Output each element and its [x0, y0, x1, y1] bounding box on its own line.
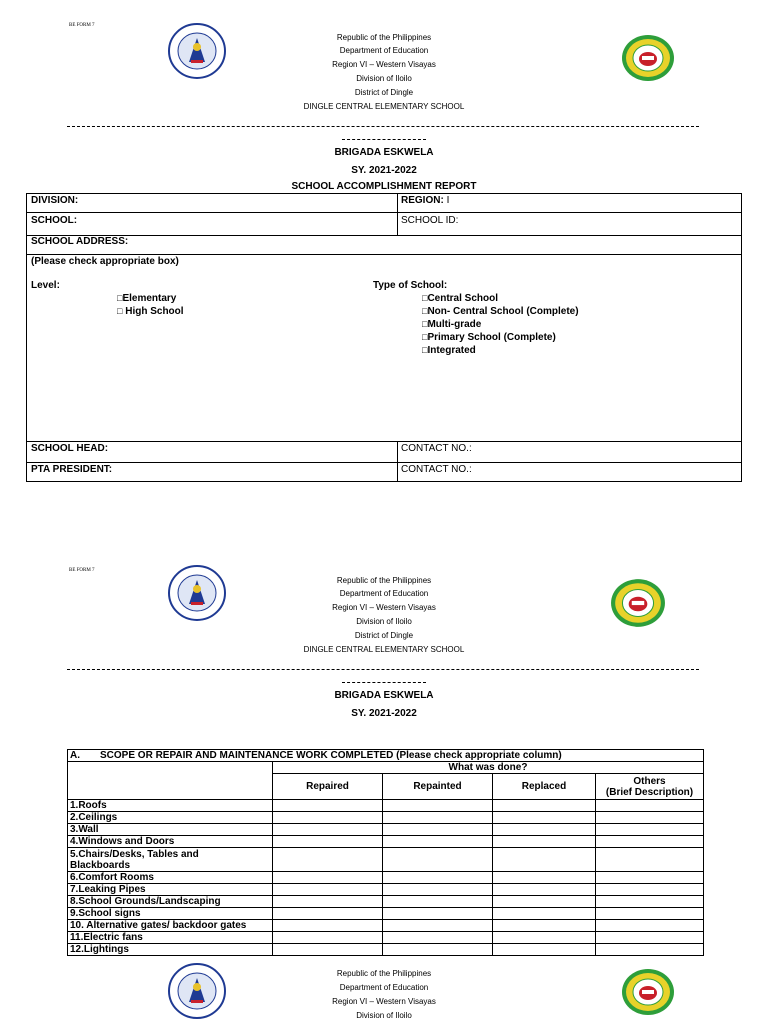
others-cell[interactable] — [596, 800, 704, 812]
table-row — [68, 896, 704, 908]
pta-president-label: PTA PRESIDENT: — [31, 464, 113, 475]
region-field[interactable] — [401, 195, 449, 206]
table-row — [68, 800, 704, 812]
table-row — [68, 824, 704, 836]
option-label: Multi-grade — [427, 319, 482, 330]
type-option-non-central[interactable] — [422, 306, 579, 317]
others-cell[interactable] — [596, 884, 704, 896]
header-line-3: Region VI – Western Visayas — [332, 603, 436, 612]
school-label: SCHOOL: — [31, 215, 78, 226]
table-row — [68, 944, 704, 956]
header-divider-short — [342, 682, 426, 683]
type-option-multi-grade[interactable] — [422, 319, 481, 330]
school-head-contact-label: CONTACT NO.: — [401, 443, 472, 454]
others-cell[interactable] — [596, 872, 704, 884]
col-others — [596, 774, 704, 800]
repainted-cell[interactable] — [383, 824, 493, 836]
repaired-cell[interactable] — [273, 944, 383, 956]
item-label: 4.Windows and Doors — [68, 836, 273, 848]
checkbox-icon: □ — [422, 293, 428, 303]
item-label: 11.Electric fans — [68, 932, 273, 944]
form-divider — [26, 235, 742, 236]
others-cell[interactable] — [596, 932, 704, 944]
page2-title: BRIGADA ESKWELA — [334, 690, 434, 701]
option-label: High School — [122, 306, 184, 317]
repainted-cell[interactable] — [383, 812, 493, 824]
table-row — [68, 836, 704, 848]
col-repaired: Repaired — [273, 774, 383, 800]
page2-school-year: SY. 2021-2022 — [351, 708, 417, 719]
table-row — [68, 908, 704, 920]
repainted-cell[interactable] — [383, 908, 493, 920]
item-label-line1: 5.Chairs/Desks, Tables and — [70, 848, 199, 860]
repaired-cell[interactable] — [273, 908, 383, 920]
school-address-label: SCHOOL ADDRESS: — [31, 236, 129, 247]
form-code: BE FORM 7 — [69, 23, 95, 28]
school-id-label: SCHOOL ID: — [401, 215, 459, 226]
option-label: Non- Central School (Complete) — [427, 306, 579, 317]
scope-of-work-table — [67, 749, 704, 956]
header-line-5: District of Dingle — [354, 88, 414, 97]
repaired-cell[interactable] — [273, 884, 383, 896]
others-cell[interactable] — [596, 848, 704, 872]
level-option-elementary[interactable] — [117, 293, 176, 304]
header-line-1: Republic of the Philippines — [336, 969, 432, 978]
others-cell[interactable] — [596, 944, 704, 956]
repaired-cell[interactable] — [273, 872, 383, 884]
col-replaced: Replaced — [493, 774, 596, 800]
col-others-sub: (Brief Description) — [605, 786, 694, 798]
repainted-cell[interactable] — [383, 896, 493, 908]
header-divider — [67, 669, 699, 670]
others-cell[interactable] — [596, 920, 704, 932]
checkbox-icon: □ — [117, 306, 123, 316]
item-label-line2: Blackboards — [70, 859, 131, 871]
header-line-3: Region VI – Western Visayas — [332, 997, 436, 1006]
checkbox-icon: □ — [117, 293, 123, 303]
replaced-cell[interactable] — [493, 824, 596, 836]
header-line-4: Division of Iloilo — [356, 617, 412, 626]
item-label: 3.Wall — [68, 824, 273, 836]
repainted-cell[interactable] — [383, 884, 493, 896]
form-code: BE FORM 7 — [69, 568, 95, 573]
item-label: 10. Alternative gates/ backdoor gates — [68, 920, 273, 932]
type-option-primary[interactable] — [422, 332, 556, 343]
table-row — [68, 872, 704, 884]
repaired-cell[interactable] — [273, 836, 383, 848]
form-divider — [26, 441, 742, 442]
repaired-cell[interactable] — [273, 800, 383, 812]
replaced-cell[interactable] — [493, 932, 596, 944]
replaced-cell[interactable] — [493, 800, 596, 812]
header-line-3: Region VI – Western Visayas — [332, 60, 436, 69]
item-label: 1.Roofs — [68, 800, 273, 812]
replaced-cell[interactable] — [493, 896, 596, 908]
table-row — [68, 932, 704, 944]
header-line-2: Department of Education — [339, 46, 429, 55]
checkbox-icon: □ — [422, 319, 428, 329]
type-of-school-label: Type of School: — [373, 280, 448, 291]
form-divider — [26, 212, 742, 213]
type-option-central[interactable] — [422, 293, 498, 304]
repaired-cell[interactable] — [273, 812, 383, 824]
header-line-2: Department of Education — [339, 589, 429, 598]
header-school-name: DINGLE CENTRAL ELEMENTARY SCHOOL — [303, 645, 465, 654]
replaced-cell[interactable] — [493, 920, 596, 932]
others-cell[interactable] — [596, 824, 704, 836]
header-divider-short — [342, 139, 426, 140]
header-line-1: Republic of the Philippines — [336, 33, 432, 42]
repaired-cell[interactable] — [273, 920, 383, 932]
level-label: Level: — [31, 280, 60, 291]
col-others-title: Others — [633, 775, 666, 787]
table-row — [68, 920, 704, 932]
table-row — [68, 848, 704, 872]
item-label — [68, 848, 273, 872]
option-label: Integrated — [427, 345, 476, 356]
header-line-1: Republic of the Philippines — [336, 576, 432, 585]
type-option-integrated[interactable] — [422, 345, 476, 356]
replaced-cell[interactable] — [493, 836, 596, 848]
repainted-cell[interactable] — [383, 836, 493, 848]
replaced-cell[interactable] — [493, 944, 596, 956]
school-info-form — [26, 193, 742, 482]
level-option-high-school[interactable] — [117, 306, 184, 317]
replaced-cell[interactable] — [493, 872, 596, 884]
form-divider — [26, 254, 742, 255]
option-label: Elementary — [122, 293, 177, 304]
division-label: DIVISION: — [31, 195, 79, 206]
page1-title: BRIGADA ESKWELA — [334, 147, 434, 158]
section-a-header — [68, 750, 704, 762]
school-head-label: SCHOOL HEAD: — [31, 443, 109, 454]
region-label: REGION: — [401, 195, 444, 206]
item-label: 6.Comfort Rooms — [68, 872, 273, 884]
col-repainted: Repainted — [383, 774, 493, 800]
check-instruction: (Please check appropriate box) — [31, 256, 179, 267]
repainted-cell[interactable] — [383, 800, 493, 812]
repainted-cell[interactable] — [383, 920, 493, 932]
region-value: I — [446, 195, 450, 206]
item-label: 8.School Grounds/Landscaping — [68, 896, 273, 908]
page1-report-title: SCHOOL ACCOMPLISHMENT REPORT — [291, 181, 477, 192]
item-header-cell — [68, 762, 273, 800]
replaced-cell[interactable] — [493, 812, 596, 824]
pta-contact-label: CONTACT NO.: — [401, 464, 472, 475]
form-divider — [397, 193, 398, 235]
item-label: 12.Lightings — [68, 944, 273, 956]
page1-school-year: SY. 2021-2022 — [351, 165, 417, 176]
item-label: 9.School signs — [68, 908, 273, 920]
section-letter: A. — [70, 750, 80, 761]
others-cell[interactable] — [596, 908, 704, 920]
header-line-2: Department of Education — [339, 983, 429, 992]
header-line-4: Division of Iloilo — [356, 74, 412, 83]
item-label: 7.Leaking Pipes — [68, 884, 273, 896]
option-label: Primary School (Complete) — [427, 332, 556, 343]
table-row — [68, 812, 704, 824]
option-label: Central School — [427, 293, 499, 304]
section-title: SCOPE OR REPAIR AND MAINTENANCE WORK COMPLETED (Please check appropriate column) — [100, 750, 562, 761]
others-cell[interactable] — [596, 896, 704, 908]
repaired-cell[interactable] — [273, 824, 383, 836]
header-school-name: DINGLE CENTRAL ELEMENTARY SCHOOL — [303, 102, 465, 111]
replaced-cell[interactable] — [493, 884, 596, 896]
repainted-cell[interactable] — [383, 848, 493, 872]
item-label: 2.Ceilings — [68, 812, 273, 824]
repaired-cell[interactable] — [273, 896, 383, 908]
repainted-cell[interactable] — [383, 944, 493, 956]
repainted-cell[interactable] — [383, 932, 493, 944]
header-line-4: Division of Iloilo — [356, 1011, 412, 1020]
others-cell[interactable] — [596, 812, 704, 824]
header-divider — [67, 126, 699, 127]
what-was-done-header: What was done? — [273, 762, 704, 774]
repaired-cell[interactable] — [273, 932, 383, 944]
form-divider — [397, 441, 398, 482]
replaced-cell[interactable] — [493, 908, 596, 920]
table-row — [68, 884, 704, 896]
checkbox-icon: □ — [422, 306, 428, 316]
others-cell[interactable] — [596, 836, 704, 848]
checkbox-icon: □ — [422, 332, 428, 342]
checkbox-icon: □ — [422, 345, 428, 355]
repainted-cell[interactable] — [383, 872, 493, 884]
repaired-cell[interactable] — [273, 848, 383, 872]
form-divider — [26, 462, 742, 463]
replaced-cell[interactable] — [493, 848, 596, 872]
header-line-5: District of Dingle — [354, 631, 414, 640]
